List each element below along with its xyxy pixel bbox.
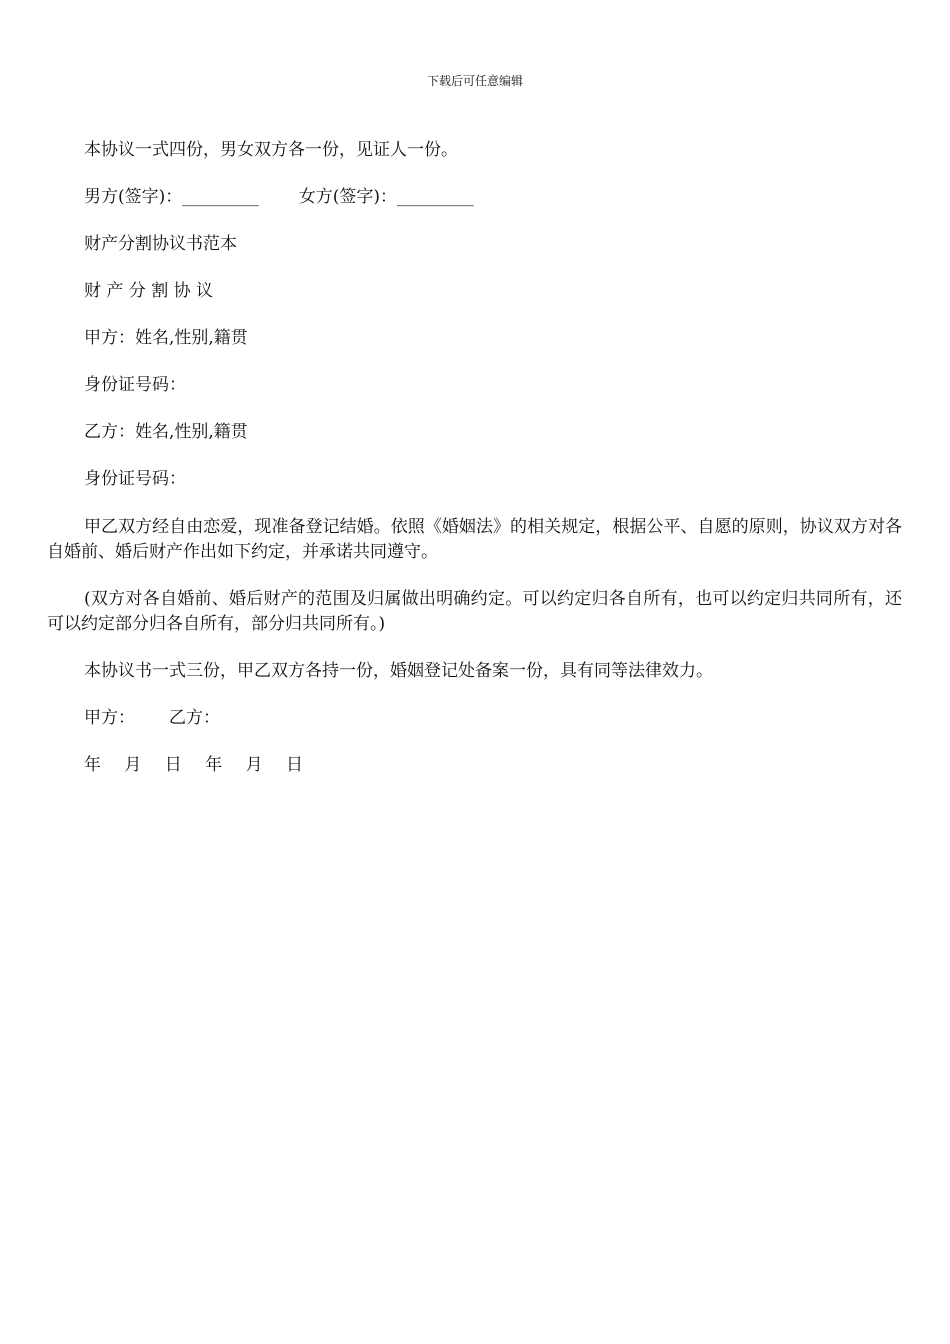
agreement-paragraph-2: (双方对各自婚前、婚后财产的范围及归属做出明确约定。可以约定归各自所有，也可以约定归共同所有，还可以约定部分归各自所有，部分归共同所有。) [47, 589, 902, 634]
party-b-info: 乙方：姓名,性别,籍贯 [84, 422, 248, 442]
page-header-note: 下载后可任意编辑 [426, 74, 523, 88]
female-signature-blank: _________ [397, 187, 474, 207]
sample-title: 财产分割协议书范本 [84, 234, 237, 254]
agreement-title: 财 产 分 割 协 议 [84, 281, 214, 301]
party-b-id: 身份证号码： [84, 469, 186, 489]
male-signature-label: 男方(签字)： [84, 187, 183, 207]
female-signature-label: 女方(签字)： [298, 187, 398, 207]
party-a-info: 甲方：姓名,性别,籍贯 [84, 328, 248, 348]
agreement-paragraph-1: 甲乙双方经自由恋爱，现准备登记结婚。依照《婚姻法》的相关规定，根据公平、自愿的原则，协议双方对各自婚前、婚后财产作出如下约定，并承诺共同遵守。 [47, 517, 902, 562]
party-signatures [47, 707, 220, 729]
date-line: 年 月 日 年 月 日 [84, 755, 313, 775]
party-b-sign-label: 乙方： [169, 708, 220, 728]
agreement-paragraph-3: 本协议书一式三份，甲乙双方各持一份，婚姻登记处备案一份，具有同等法律效力。 [84, 661, 713, 681]
copies-statement: 本协议一式四份，男女双方各一份，见证人一份。 [84, 140, 458, 160]
signature-line [47, 186, 474, 208]
male-signature-blank: _________ [182, 187, 259, 207]
party-a-id: 身份证号码： [84, 375, 186, 395]
party-a-sign-label: 甲方： [84, 708, 135, 728]
